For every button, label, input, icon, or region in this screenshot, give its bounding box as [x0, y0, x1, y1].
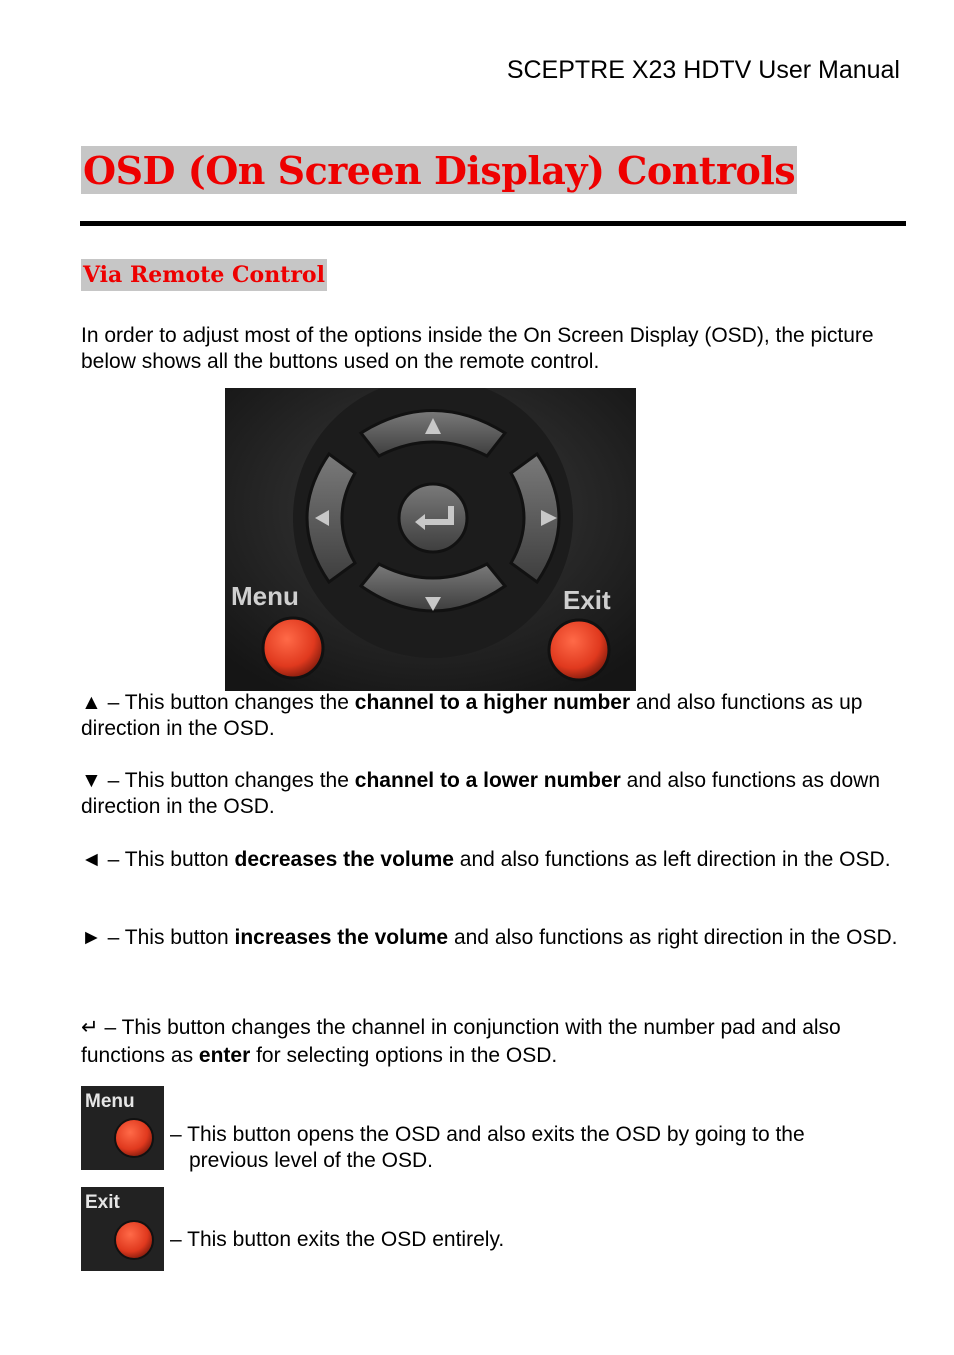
button-desc-left — [81, 847, 911, 873]
button-desc-up — [81, 690, 911, 742]
desc-text: – This button changes the — [101, 691, 355, 714]
intro-paragraph: In order to adjust most of the options inside the On Screen Display (OSD), the picture below shows all the buttons used on the remote control. — [81, 324, 874, 373]
desc-bold: channel to a lower number — [354, 769, 621, 792]
exit-thumb-label: Exit — [85, 1192, 120, 1213]
desc-text: and also functions as up direction in the OSD. — [81, 691, 863, 740]
button-desc-enter — [81, 1014, 911, 1070]
desc-text: for selecting options in the OSD. — [250, 1044, 558, 1067]
remote-control-image — [225, 388, 636, 691]
desc-bold: decreases the volume — [234, 848, 454, 871]
button-desc-right — [81, 925, 911, 951]
button-desc-down — [81, 768, 911, 820]
page-header: SCEPTRE X23 HDTV User Manual — [506, 56, 900, 84]
right-arrow-symbol: ► — [81, 926, 102, 949]
menu-desc-line2: previous level of the OSD. — [189, 1149, 433, 1172]
menu-desc-line1: – This button opens the OSD and also exits the OSD by going to the — [170, 1123, 805, 1146]
menu-thumb-label: Menu — [85, 1091, 135, 1112]
down-arrow-symbol: ▼ — [81, 769, 102, 792]
enter-button — [399, 484, 467, 552]
desc-text: and also functions as right direction in the OSD. — [448, 926, 898, 949]
desc-text: – This button — [101, 848, 235, 871]
title-divider — [80, 221, 906, 226]
desc-text: – This button changes the — [101, 769, 355, 792]
page-title: OSD (On Screen Display) Controls — [83, 148, 796, 193]
menu-button-thumbnail — [81, 1086, 164, 1170]
desc-bold: increases the volume — [234, 926, 449, 949]
enter-symbol: ↵ — [81, 1016, 99, 1039]
exit-button-thumbnail — [81, 1187, 164, 1271]
desc-text: and also functions as left direction in the OSD. — [453, 848, 891, 871]
exit-button-red — [549, 620, 609, 680]
desc-bold: enter — [198, 1044, 251, 1067]
menu-button-red — [263, 618, 323, 678]
desc-text: – This button — [101, 926, 235, 949]
menu-button-desc — [170, 1122, 805, 1174]
menu-label: Menu — [231, 581, 299, 611]
section-heading: Via Remote Control — [81, 259, 327, 291]
desc-text: – This button changes the channel in conjunction with the number pad and also functions as — [81, 1016, 841, 1067]
exit-label: Exit — [563, 585, 611, 615]
desc-bold: channel to a higher number — [354, 691, 631, 714]
exit-button-desc: – This button exits the OSD entirely. — [170, 1228, 505, 1251]
up-arrow-symbol: ▲ — [81, 691, 102, 714]
left-arrow-symbol: ◄ — [81, 848, 102, 871]
desc-text: and also functions as down direction in the OSD. — [81, 769, 880, 818]
